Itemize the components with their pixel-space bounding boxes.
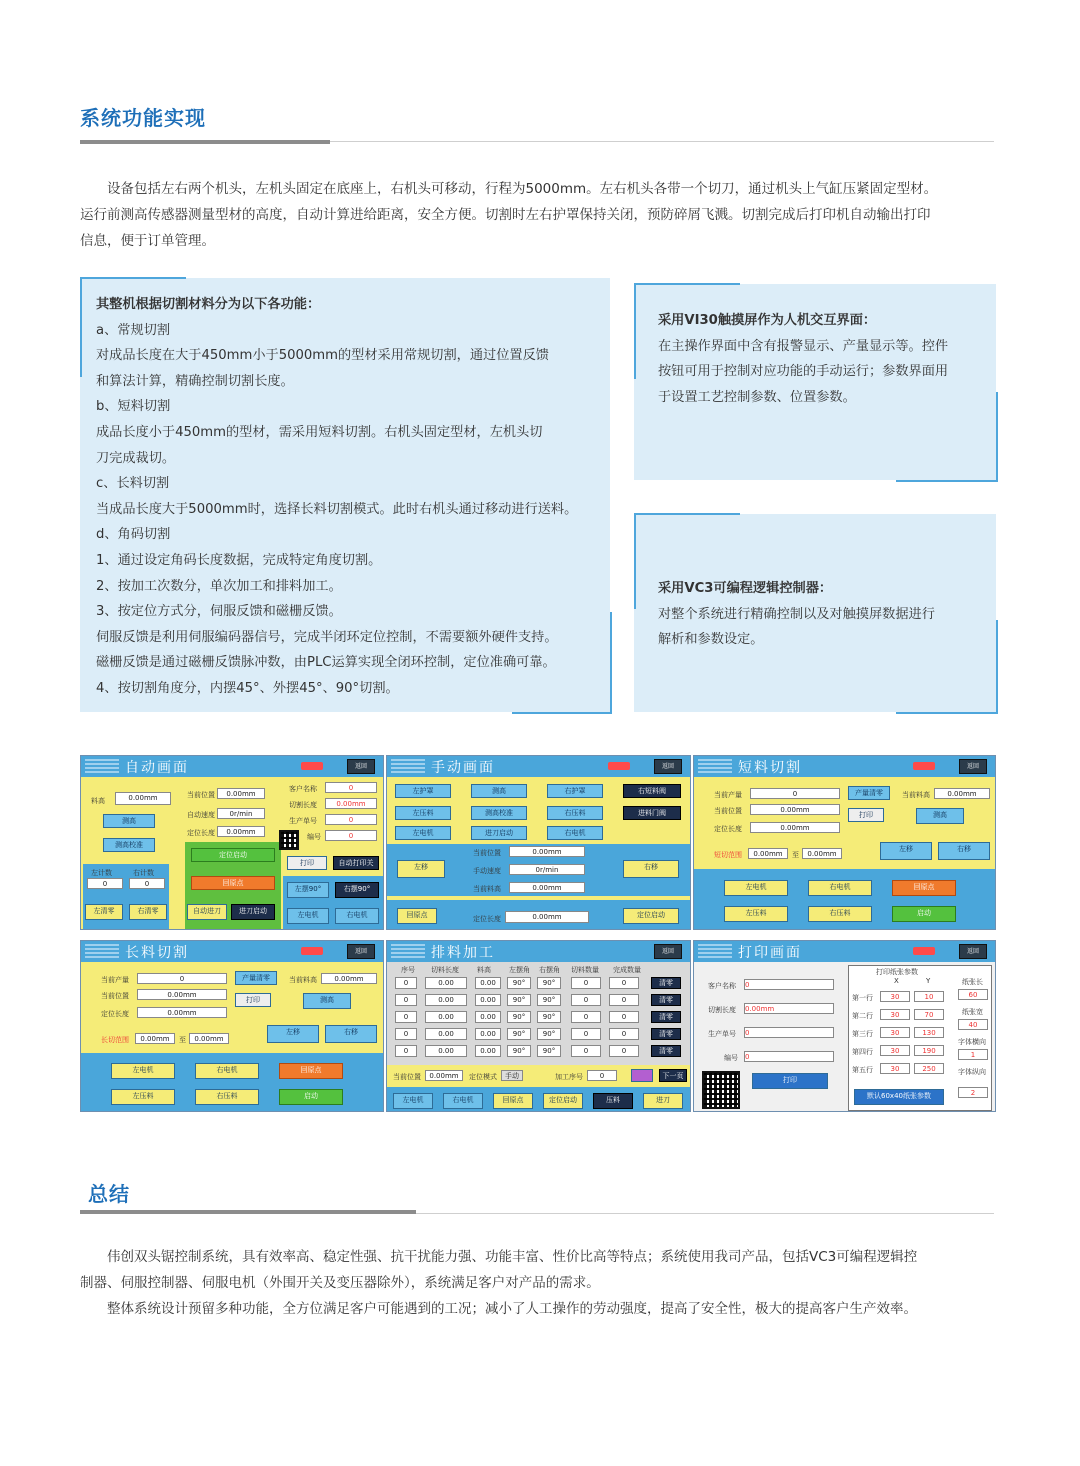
intro-line: 运行前测高传感器测量型材的高度，自动计算进给距离，安全方便。切割时左右护罩保持关闭，预防碎屑飞溅。切割完成后打印机自动输出打印 — [80, 207, 931, 223]
label: 当前产量 — [714, 791, 742, 799]
plc-line: 对整个系统进行精确控制以及对触摸屏数据进行 — [658, 606, 935, 622]
batch-cell[interactable]: 0.00 — [425, 1011, 467, 1023]
batch-cell[interactable]: 0 — [395, 1011, 417, 1023]
measure-button[interactable]: 测高 — [471, 784, 527, 798]
home-button[interactable]: 回原点 — [493, 1093, 533, 1109]
label: Y — [926, 977, 931, 985]
print-button[interactable]: 打印 — [848, 808, 884, 822]
status-block — [698, 759, 732, 773]
function-line: 伺服反馈是利用伺服编码器信号，完成半闭环定位控制，不需要额外硬件支持。 — [96, 629, 558, 645]
row-clear-button[interactable]: 清零 — [651, 994, 681, 1006]
start-button[interactable]: 启动 — [892, 906, 956, 922]
hmi-box-bracket-bottom — [896, 480, 998, 482]
label: 定位长度 — [187, 829, 215, 837]
label: 加工序号 — [555, 1073, 583, 1081]
status-block — [391, 759, 425, 773]
screen-title: 排料加工 — [431, 945, 495, 961]
right-press-button[interactable]: 右压料 — [195, 1089, 259, 1105]
measure-button[interactable]: 测高 — [916, 808, 964, 824]
cur-pos-field[interactable]: 0.00mm — [137, 989, 227, 1000]
serial-field[interactable]: 0 — [744, 1051, 834, 1062]
back-button[interactable]: 返回 — [347, 944, 375, 959]
batch-cell[interactable]: 90° — [537, 1011, 561, 1023]
locate-start-button[interactable]: 定位启动 — [191, 848, 275, 862]
batch-cell[interactable]: 0 — [571, 994, 601, 1006]
summary-line: 整体系统设计预留多种功能，全方位满足客户可能遇到的工况；减小了人工操作的劳动强度，提高了安全性，极大的提高客户生产效率。 — [107, 1301, 917, 1317]
qr-code — [279, 830, 299, 850]
label: 生产单号 — [708, 1030, 736, 1038]
customer-field[interactable]: 0 — [744, 979, 834, 990]
batch-cell[interactable]: 0 — [571, 1011, 601, 1023]
plc-box-bracket-top — [634, 513, 740, 515]
label: 料高 — [91, 797, 105, 805]
plc-box-bracket-right — [996, 620, 998, 714]
locate-start-button[interactable]: 定位启动 — [623, 908, 679, 924]
home-button[interactable]: 回原点 — [191, 876, 275, 890]
row-x-field[interactable]: 30 — [880, 1045, 910, 1056]
left-motor-button[interactable]: 左电机 — [395, 826, 451, 840]
title-rule-accent — [80, 140, 330, 144]
batch-cell[interactable]: 90° — [537, 977, 561, 989]
range-to-field[interactable]: 0.00mm — [802, 848, 842, 859]
fix-len-field[interactable]: 0.00mm — [217, 826, 265, 837]
batch-cell[interactable]: 0 — [571, 1028, 601, 1040]
next-page-button[interactable]: 下一页 — [659, 1069, 687, 1082]
label: 纸张长 — [962, 978, 983, 986]
batch-cell[interactable]: 90° — [507, 1045, 531, 1057]
calibrate-button[interactable]: 测高校准 — [103, 838, 155, 852]
batch-cell[interactable]: 0 — [395, 1028, 417, 1040]
batch-cell[interactable]: 0.00 — [475, 1011, 501, 1023]
right-motor-button[interactable]: 右电机 — [195, 1063, 259, 1079]
batch-cell[interactable]: 0 — [609, 1011, 639, 1023]
batch-cell[interactable]: 0 — [395, 977, 417, 989]
function-line: 磁栅反馈是通过磁栅反馈脉冲数，由PLC运算实现全闭环控制，定位准确可靠。 — [96, 655, 556, 671]
summary-line: 伟创双头锯控制系统，具有效率高、稳定性强、抗干扰能力强、功能丰富、性价比高等特点；系统使用我司产品，包括VC3可编程逻辑控 — [107, 1249, 918, 1265]
batch-cell[interactable]: 0 — [571, 977, 601, 989]
label: 客户名称 — [289, 785, 317, 793]
label: 定位长度 — [101, 1010, 129, 1018]
batch-cell[interactable]: 90° — [537, 1028, 561, 1040]
batch-cell[interactable]: 0 — [609, 1045, 639, 1057]
fix-len-field[interactable]: 0.00mm — [505, 911, 589, 923]
row-y-field[interactable]: 70 — [914, 1009, 944, 1020]
batch-cell[interactable]: 90° — [507, 1011, 531, 1023]
cur-pos-field[interactable]: 0.00mm — [509, 846, 585, 857]
row-clear-button[interactable]: 清零 — [651, 1028, 681, 1040]
left-press-button[interactable]: 左压料 — [111, 1089, 175, 1105]
batch-cell[interactable]: 90° — [507, 977, 531, 989]
print-button[interactable]: 打印 — [752, 1073, 828, 1089]
measure-calib-button[interactable]: 测高校准 — [471, 806, 527, 820]
row-x-field[interactable]: 30 — [880, 1027, 910, 1038]
right-move-button[interactable]: 右移 — [325, 1025, 377, 1043]
function-box-bracket-right — [610, 612, 612, 714]
function-line: 对成品长度在大于450mm小于5000mm的型材采用常规切割，通过位置反馈 — [96, 348, 549, 364]
plc-box-heading: 采用VC3可编程逻辑控制器： — [658, 581, 833, 596]
col-header: 序号 — [401, 966, 415, 974]
function-box-heading: 其整机根据切割材料分为以下各功能： — [96, 297, 321, 312]
batch-cell[interactable]: 0.00 — [425, 994, 467, 1006]
default-paper-button[interactable]: 默认60x40纸张参数 — [854, 1089, 944, 1105]
row-label: 第二行 — [852, 1012, 873, 1020]
label: 生产单号 — [289, 817, 317, 825]
col-header: 右摆角 — [539, 966, 560, 974]
screen-title: 短料切割 — [738, 760, 802, 776]
cut-len-field[interactable]: 0.00mm — [325, 798, 377, 809]
feed-button[interactable]: 进刀 — [643, 1093, 683, 1109]
screen-title-bar — [81, 941, 383, 962]
intro-line: 信息，便于订单管理。 — [80, 233, 215, 249]
label: 客户名称 — [708, 982, 736, 990]
function-line: 成品长度小于450mm的型材，需采用短料切割。右机头固定型材，左机头切 — [96, 424, 543, 440]
row-y-field[interactable]: 190 — [914, 1045, 944, 1056]
label: 当前位置 — [187, 791, 215, 799]
row-label: 第一行 — [852, 994, 873, 1002]
alarm-indicator — [913, 947, 935, 955]
measure-button[interactable]: 测高 — [103, 814, 155, 828]
label: 左计数 — [91, 869, 112, 877]
start-button[interactable]: 启动 — [279, 1089, 343, 1105]
status-block — [85, 944, 119, 958]
label: X — [894, 977, 899, 985]
function-box-bracket-bottom — [512, 712, 612, 714]
label: 至 — [179, 1036, 186, 1044]
screen-title-bar — [387, 756, 690, 777]
label: 当前位置 — [473, 849, 501, 857]
right-short-valve-button[interactable]: 右短料阀 — [623, 784, 681, 798]
batch-cell[interactable]: 0.00 — [475, 977, 501, 989]
intro-line: 设备包括左右两个机头，左机头固定在底座上，右机头可移动，行程为5000mm。左右机头各带一个切刀，通过机头上气缸压紧固定型材。 — [107, 181, 938, 197]
row-label: 第四行 — [852, 1048, 873, 1056]
label: 打印纸张参数 — [876, 968, 918, 976]
batch-cell[interactable]: 0 — [395, 994, 417, 1006]
status-block — [85, 759, 119, 773]
row-x-field[interactable]: 30 — [880, 1009, 910, 1020]
alarm-indicator — [608, 762, 630, 770]
hmi-box — [634, 284, 996, 480]
seq-field[interactable]: 0 — [587, 1070, 617, 1081]
hmi-screen-long — [80, 940, 384, 1112]
alarm-indicator — [301, 762, 323, 770]
material-height-field[interactable]: 0.00mm — [115, 792, 171, 805]
batch-cell[interactable]: 0.00 — [475, 1028, 501, 1040]
press-button[interactable]: 压料 — [593, 1093, 633, 1109]
label: 当前位置 — [714, 807, 742, 815]
function-line: b、短料切割 — [96, 399, 171, 415]
alarm-indicator — [301, 947, 323, 955]
summary-rule-accent — [80, 1210, 416, 1214]
cur-height-field[interactable]: 0.00mm — [321, 973, 377, 984]
label: 当前产量 — [101, 976, 129, 984]
hmi-screen-batch — [386, 940, 691, 1112]
hmi-screen-manual — [386, 755, 691, 930]
cut-len-field[interactable]: 0.00mm — [744, 1003, 834, 1014]
cur-height-field[interactable]: 0.00mm — [509, 882, 585, 893]
right-motor-button[interactable]: 右电机 — [335, 908, 379, 924]
hmi-screen-short — [693, 755, 996, 930]
screen-title-bar — [81, 756, 383, 777]
col-header: 切料长度 — [431, 966, 459, 974]
right-count-field[interactable]: 0 — [129, 878, 165, 889]
label: 编号 — [724, 1054, 738, 1062]
left-motor-button[interactable]: 左电机 — [393, 1093, 433, 1109]
section-title-summary: 总结 — [88, 1182, 130, 1206]
range-from-field[interactable]: 0.00mm — [135, 1033, 175, 1044]
label: 当前料高 — [289, 976, 317, 984]
plc-box-bracket-bottom — [896, 712, 998, 714]
label: 右计数 — [133, 869, 154, 877]
back-button[interactable]: 返回 — [654, 944, 682, 959]
hmi-box-bracket-right — [996, 392, 998, 482]
left-swing-button[interactable]: 左摆90° — [287, 882, 329, 898]
status-block — [698, 944, 732, 958]
order-field[interactable]: 0 — [325, 814, 377, 825]
font-h-field[interactable]: 1 — [958, 1049, 988, 1060]
screen-title-bar — [387, 941, 690, 962]
order-field[interactable]: 0 — [744, 1027, 834, 1038]
screen-title: 自动画面 — [125, 760, 189, 776]
label: 自动速度 — [187, 811, 215, 819]
left-move-button[interactable]: 左移 — [267, 1025, 319, 1043]
hmi-screen-print — [693, 940, 996, 1112]
right-press-button[interactable]: 右压料 — [547, 806, 603, 820]
left-move-button[interactable]: 左移 — [880, 842, 932, 860]
paper-wid-field[interactable]: 40 — [958, 1019, 988, 1030]
summary-line: 制器、伺服控制器、伺服电机（外围开关及变压器除外），系统满足客户对产品的需求。 — [80, 1275, 600, 1291]
section-title-functions: 系统功能实现 — [80, 106, 206, 130]
left-motor-button[interactable]: 左电机 — [111, 1063, 175, 1079]
cur-pos-field[interactable]: 0.00mm — [217, 788, 265, 799]
right-swing-button[interactable]: 右摆90° — [335, 882, 379, 898]
home-button[interactable]: 回原点 — [397, 908, 437, 924]
right-guard-button[interactable]: 右护罩 — [547, 784, 603, 798]
label: 纸张宽 — [962, 1008, 983, 1016]
range-to-field[interactable]: 0.00mm — [189, 1033, 229, 1044]
row-y-field[interactable]: 250 — [914, 1063, 944, 1074]
label: 手动速度 — [473, 867, 501, 875]
cur-height-field[interactable]: 0.00mm — [934, 788, 990, 799]
back-button[interactable]: 返回 — [959, 759, 987, 774]
col-header: 切料数量 — [571, 966, 599, 974]
batch-cell[interactable]: 0 — [609, 1028, 639, 1040]
batch-cell[interactable]: 0.00 — [475, 1045, 501, 1057]
summary-paragraph — [80, 1244, 996, 1322]
left-count-field[interactable]: 0 — [87, 878, 123, 889]
status-block — [391, 944, 425, 958]
screen-title: 手动画面 — [431, 760, 495, 776]
fix-len-field[interactable]: 0.00mm — [750, 822, 840, 833]
auto-print-button[interactable]: 自动打印关 — [333, 856, 379, 870]
label: 长切范围 — [101, 1036, 129, 1044]
row-clear-button[interactable]: 清零 — [651, 1045, 681, 1057]
batch-cell[interactable]: 0 — [609, 994, 639, 1006]
label: 切割长度 — [708, 1006, 736, 1014]
hmi-box-bracket-left — [634, 283, 636, 379]
row-label: 第三行 — [852, 1030, 873, 1038]
row-clear-button[interactable]: 清零 — [651, 977, 681, 989]
label: 字体纵向 — [958, 1068, 986, 1076]
print-button[interactable]: 打印 — [287, 856, 327, 870]
back-button[interactable]: 返回 — [654, 759, 682, 774]
right-clear-button[interactable]: 右清零 — [129, 904, 167, 920]
label: 定位长度 — [473, 915, 501, 923]
left-press-button[interactable]: 左压料 — [395, 806, 451, 820]
function-line: c、长料切割 — [96, 476, 170, 492]
fix-len-field[interactable]: 0.00mm — [137, 1007, 227, 1018]
function-line: 2、按加工次数分，单次加工和排料加工。 — [96, 578, 342, 594]
left-motor-button[interactable]: 左电机 — [287, 908, 329, 924]
qr-code — [702, 1071, 740, 1109]
label: 短切范围 — [714, 851, 742, 859]
row-clear-button[interactable]: 清零 — [651, 1011, 681, 1023]
plc-box — [634, 514, 996, 712]
col-header: 料高 — [477, 966, 491, 974]
label: 至 — [792, 851, 799, 859]
label: 编号 — [307, 833, 321, 841]
function-line: 4、按切割角度分，内摆45°、外摆45°、90°切割。 — [96, 680, 399, 696]
paper-len-field[interactable]: 60 — [958, 989, 988, 1000]
function-box-bracket-top — [80, 277, 186, 279]
function-line: 刀完成裁切。 — [96, 450, 176, 466]
customer-field[interactable]: 0 — [325, 782, 377, 793]
locate-start-button[interactable]: 定位启动 — [543, 1093, 583, 1109]
home-button[interactable]: 回原点 — [892, 880, 956, 896]
hmi-screen-auto — [80, 755, 384, 930]
left-press-button[interactable]: 左压料 — [724, 906, 788, 922]
right-move-button[interactable]: 右移 — [623, 860, 679, 878]
clear-output-button[interactable]: 产量清零 — [848, 786, 890, 800]
clear-output-button[interactable]: 产量清零 — [235, 971, 277, 985]
col-header: 完成数量 — [613, 966, 641, 974]
row-label: 第五行 — [852, 1066, 873, 1074]
function-line: 1、通过设定角码长度数据，完成特定角度切割。 — [96, 552, 382, 568]
feed-valve-button[interactable]: 进料门阀 — [623, 806, 681, 820]
serial-field[interactable]: 0 — [325, 830, 377, 841]
manual-speed-field[interactable]: 0r/min — [509, 864, 585, 875]
print-button[interactable]: 打印 — [235, 993, 271, 1007]
feed-start-button[interactable]: 进刀启动 — [231, 904, 275, 920]
row-y-field[interactable]: 10 — [914, 991, 944, 1002]
row-x-field[interactable]: 30 — [880, 991, 910, 1002]
auto-speed-field[interactable]: 0r/min — [217, 808, 265, 819]
label: 当前位置 — [101, 992, 129, 1000]
batch-cell[interactable]: 90° — [537, 1045, 561, 1057]
row-y-field[interactable]: 130 — [914, 1027, 944, 1038]
right-motor-button[interactable]: 右电机 — [547, 826, 603, 840]
left-motor-button[interactable]: 左电机 — [724, 880, 788, 896]
screen-title: 长料切割 — [125, 945, 189, 961]
label: 字体横向 — [958, 1038, 986, 1046]
col-header: 左摆角 — [509, 966, 530, 974]
screen-title-bar — [694, 941, 995, 962]
function-line: a、常规切割 — [96, 322, 171, 338]
mode-field[interactable]: 手动 — [501, 1070, 523, 1081]
hmi-box-heading: 采用VI30触摸屏作为人机交互界面： — [658, 313, 877, 328]
left-guard-button[interactable]: 左护罩 — [395, 784, 451, 798]
output-field[interactable]: 0 — [750, 788, 840, 799]
prev-page-button[interactable] — [631, 1069, 653, 1082]
batch-cell[interactable]: 0.00 — [425, 1045, 467, 1057]
batch-cell[interactable]: 90° — [537, 994, 561, 1006]
range-from-field[interactable]: 0.00mm — [748, 848, 788, 859]
right-motor-button[interactable]: 右电机 — [443, 1093, 483, 1109]
label: 当前料高 — [902, 791, 930, 799]
feed-start-button[interactable]: 进刀启动 — [471, 826, 527, 840]
screen-title-bar — [694, 756, 995, 777]
cur-pos-field[interactable]: 0.00mm — [425, 1070, 463, 1081]
plc-line: 解析和参数设定。 — [658, 632, 764, 648]
plc-box-bracket-left — [634, 513, 636, 609]
row-x-field[interactable]: 30 — [880, 1063, 910, 1074]
right-move-button[interactable]: 右移 — [938, 842, 990, 860]
function-box — [80, 278, 610, 712]
back-button[interactable]: 返回 — [959, 944, 987, 959]
batch-cell[interactable]: 90° — [507, 1028, 531, 1040]
back-button[interactable]: 返回 — [347, 759, 375, 774]
label: 当前位置 — [393, 1073, 421, 1081]
batch-cell[interactable]: 90° — [507, 994, 531, 1006]
output-field[interactable]: 0 — [137, 973, 227, 984]
label: 定位长度 — [714, 825, 742, 833]
intro-paragraph — [80, 176, 996, 254]
home-button[interactable]: 回原点 — [279, 1063, 343, 1079]
hmi-line: 在主操作界面中含有报警显示、产量显示等。控件 — [658, 338, 949, 354]
function-line: 和算法计算，精确控制切割长度。 — [96, 373, 294, 389]
alarm-indicator — [913, 762, 935, 770]
function-box-bracket-left — [80, 277, 82, 377]
font-v-field[interactable]: 2 — [958, 1087, 988, 1098]
label: 切割长度 — [289, 801, 317, 809]
function-line: d、角码切割 — [96, 527, 171, 543]
left-clear-button[interactable]: 左清零 — [85, 904, 123, 920]
batch-cell[interactable]: 0.00 — [425, 1028, 467, 1040]
label: 当前料高 — [473, 885, 501, 893]
cur-pos-field[interactable]: 0.00mm — [750, 804, 840, 815]
auto-feed-button[interactable]: 自动进刀 — [187, 904, 227, 920]
function-line: 3、按定位方式分，伺服反馈和磁栅反馈。 — [96, 604, 342, 620]
hmi-box-bracket-top — [634, 283, 740, 285]
batch-cell[interactable]: 0 — [395, 1045, 417, 1057]
batch-cell[interactable]: 0 — [571, 1045, 601, 1057]
right-motor-button[interactable]: 右电机 — [808, 880, 872, 896]
screen-title: 打印画面 — [738, 945, 802, 961]
right-press-button[interactable]: 右压料 — [808, 906, 872, 922]
hmi-line: 按钮可用于控制对应功能的手动运行；参数界面用 — [658, 364, 949, 380]
batch-cell[interactable]: 0 — [609, 977, 639, 989]
measure-button[interactable]: 测高 — [303, 993, 351, 1009]
batch-cell[interactable]: 0.00 — [475, 994, 501, 1006]
left-move-button[interactable]: 左移 — [397, 860, 445, 878]
hmi-line: 于设置工艺控制参数、位置参数。 — [658, 389, 856, 405]
function-line: 当成品长度大于5000mm时，选择长料切割模式。此时右机头通过移动进行送料。 — [96, 501, 578, 517]
label: 定位模式 — [469, 1073, 497, 1081]
batch-cell[interactable]: 0.00 — [425, 977, 467, 989]
